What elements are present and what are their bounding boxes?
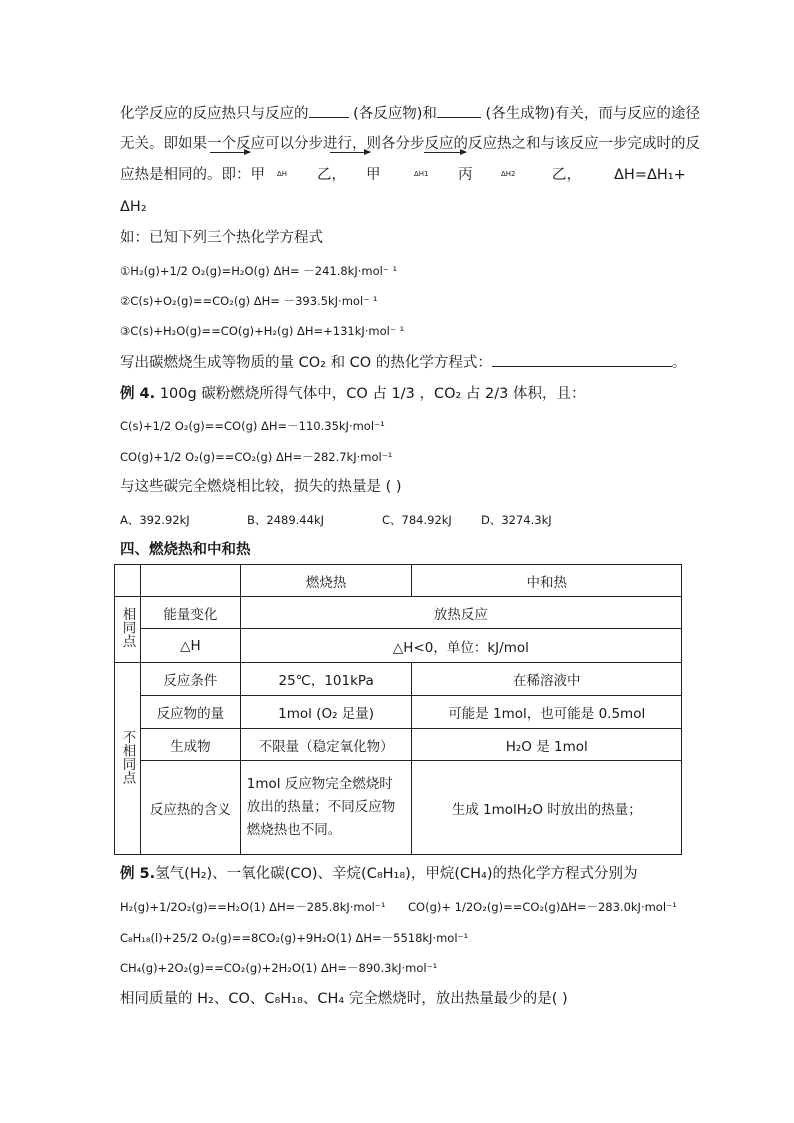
node-yi-2: 乙， [552, 167, 581, 183]
delta-h2-label: ΔH2 [501, 170, 516, 178]
row-label-conditions: 反应条件 [140, 663, 240, 696]
ex4-option-d: D、3274.3kJ [481, 513, 552, 527]
table-corner-cell [115, 565, 141, 597]
node-jia: 甲 [366, 167, 381, 183]
answer-blank [492, 352, 672, 367]
same-points-cell [115, 597, 141, 663]
ex4-option-b: B、2489.44kJ [247, 513, 324, 527]
cell-meaning-neutralization: 生成 1molH₂O 时放出的热量； [412, 761, 682, 855]
given-question [120, 352, 686, 373]
row-value-delta-h: △H<0，单位：kJ/mol [240, 629, 681, 663]
ex5-eq-4: CH₄(g)+2O₂(g)==CO₂(g)+2H₂O(1) ΔH=－890.3kJ·mol⁻¹ [120, 961, 438, 975]
given-eq-1: ①H₂(g)+1/2 O₂(g)=H₂O(g) ΔH= －241.8kJ·mol⁻ ¹ [120, 264, 398, 278]
ex5-label: 例 5. [120, 866, 156, 882]
table-corner-cell [140, 565, 240, 597]
ex4-option-a: A、392.92kJ [120, 513, 190, 527]
row-label-meaning: 反应热的含义 [140, 761, 240, 855]
ex4-eq-1: C(s)+1/2 O₂(g)==CO(g) ΔH=－110.35kJ·mol⁻¹ [120, 419, 385, 433]
ex4-option-c: C、784.92kJ [382, 513, 452, 527]
row-label-energy: 能量变化 [140, 597, 240, 629]
delta-h-sum: ΔH=ΔH₁+ [614, 167, 686, 183]
cell-product-combustion: 不限量（稳定氧化物） [240, 729, 412, 761]
node-bing: 丙 [458, 167, 473, 183]
header-neutralization-heat: 中和热 [412, 565, 682, 597]
table-row [115, 696, 682, 729]
cell-product-neutralization: H₂O 是 1mol [412, 729, 682, 761]
intro-line-4: ΔH₂ [120, 199, 147, 215]
blank-products [437, 103, 481, 118]
arrow-right-icon [330, 152, 370, 153]
given-title: 如：已知下列三个热化学方程式 [120, 230, 323, 246]
ex5-eq-1: H₂(g)+1/2O₂(g)==H₂O(1) ΔH=－285.8kJ·mol⁻¹ [120, 900, 386, 914]
intro-line-3: 应热是相同的。即：甲 [120, 167, 265, 183]
ex4-text: 100g 碳粉燃烧所得气体中，CO 占 1/3 ，CO₂ 占 2/3 体积，且： [155, 386, 586, 402]
arrow-right-icon [210, 152, 250, 153]
cell-meaning-combustion: 1mol 反应物完全燃烧时放出的热量；不同反应物燃烧热也不同。 [240, 761, 412, 855]
table-row [115, 597, 682, 629]
ex4-eq-2: CO(g)+1/2 O₂(g)==CO₂(g) ΔH=－282.7kJ·mol⁻¹ [120, 450, 393, 464]
given-question-end: 。 [671, 355, 687, 371]
table-row [115, 761, 682, 855]
intro-text-c: (各生成物)有关，而与反应的途径 [480, 106, 700, 122]
row-label-product: 生成物 [140, 729, 240, 761]
given-eq-3: ③C(s)+H₂O(g)==CO(g)+H₂(g) ΔH=+131kJ·mol⁻ ¹ [120, 324, 405, 338]
ex5-eq-2: CO(g)+ 1/2O₂(g)==CO₂(g)ΔH=－283.0kJ·mol⁻¹ [408, 900, 677, 914]
intro-line-1 [120, 103, 700, 124]
ex4-heading [120, 384, 585, 404]
ex5-question: 相同质量的 H₂、CO、C₈H₁₈、CH₄ 完全燃烧时，放出热量最少的是( ) [120, 991, 568, 1007]
intro-text-b: (各反应物)和 [348, 106, 437, 122]
arrow-right-icon [424, 152, 466, 153]
diff-points-cell [115, 663, 141, 855]
ex4-label: 例 4. [120, 386, 156, 402]
blank-reactants [309, 103, 349, 118]
diff-points-label: 不相同点 [119, 729, 136, 784]
cell-amount-combustion: 1mol (O₂ 足量) [240, 696, 412, 729]
row-label-delta-h: △H [140, 629, 240, 663]
table-header-row [115, 565, 682, 597]
delta-h1-label: ΔH1 [414, 170, 429, 178]
row-value-energy: 放热反应 [240, 597, 681, 629]
given-eq-2: ②C(s)+O₂(g)==CO₂(g) ΔH= －393.5kJ·mol⁻ ¹ [120, 294, 378, 308]
delta-h-label: ΔH [277, 170, 288, 178]
cell-conditions-neutralization: 在稀溶液中 [412, 663, 682, 696]
header-combustion-heat: 燃烧热 [240, 565, 412, 597]
node-yi: 乙， [317, 167, 346, 183]
row-label-amount: 反应物的量 [140, 696, 240, 729]
ex5-eq-3: C₈H₁₈(l)+25/2 O₂(g)==8CO₂(g)+9H₂O(1) ΔH=－5518kJ·mol⁻¹ [120, 931, 469, 945]
section-title: 四、燃烧热和中和热 [120, 542, 251, 558]
ex4-question: 与这些碳完全燃烧相比较，损失的热量是 ( ) [120, 479, 402, 495]
comparison-table [114, 564, 682, 855]
intro-text-a: 化学反应的反应热只与反应的 [120, 106, 309, 122]
same-points-label: 相同点 [119, 607, 136, 648]
table-row [115, 729, 682, 761]
table-row [115, 663, 682, 696]
ex5-text: 氢气(H₂)、一氧化碳(CO)、辛烷(C₈H₁₈)，甲烷(CH₄)的热化学方程式分别为 [155, 866, 638, 882]
cell-conditions-combustion: 25℃，101kPa [240, 663, 412, 696]
ex5-heading [120, 864, 637, 884]
given-question-text: 写出碳燃烧生成等物质的量 CO₂ 和 CO 的热化学方程式： [120, 355, 492, 371]
table-row [115, 629, 682, 663]
intro-line-2: 无关。即如果一个反应可以分步进行，则各分步反应的反应热之和与该反应一步完成时的反 [120, 136, 700, 152]
cell-amount-neutralization: 可能是 1mol，也可能是 0.5mol [412, 696, 682, 729]
